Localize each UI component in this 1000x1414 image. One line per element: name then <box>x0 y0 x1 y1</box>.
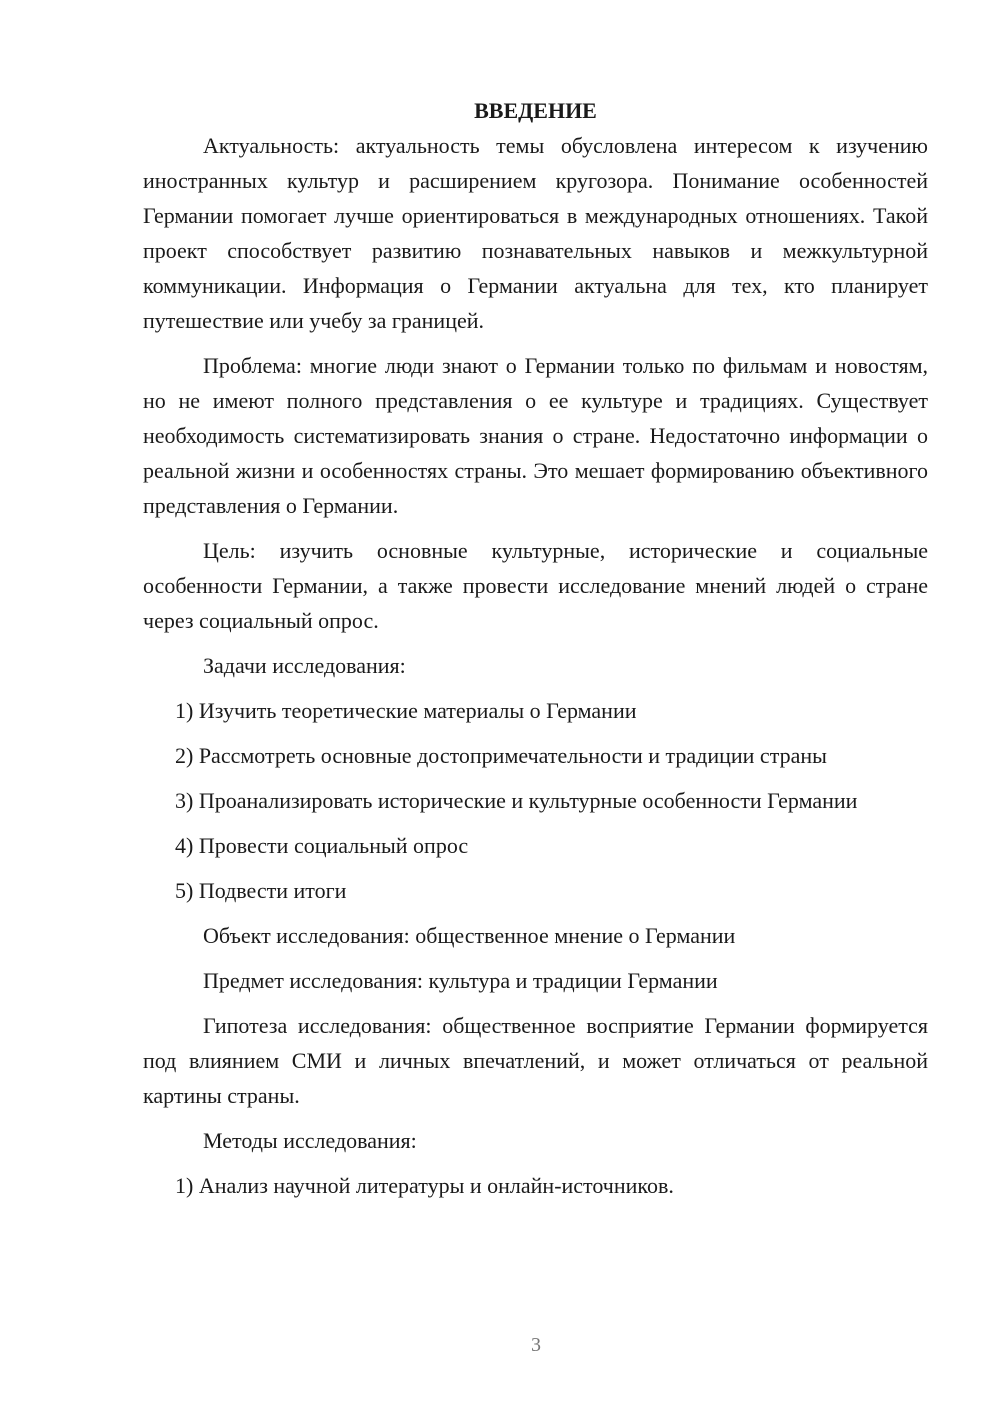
section-title: ВВЕДЕНИЕ <box>474 98 597 123</box>
subject-statement: Предмет исследования: культура и традиции Германии <box>203 968 718 993</box>
task-item: 3) Проанализировать исторические и культурные особенности Германии <box>175 788 858 813</box>
method-item: 1) Анализ научной литературы и онлайн-источников. <box>175 1173 674 1198</box>
task-item: 2) Рассмотреть основные достопримечательности и традиции страны <box>175 743 827 768</box>
object-statement: Объект исследования: общественное мнение о Германии <box>203 923 736 948</box>
task-item: 1) Изучить теоретические материалы о Германии <box>175 698 637 723</box>
methods-heading: Методы исследования: <box>203 1128 417 1153</box>
problem-paragraph: Проблема: многие люди знают о Германии только по фильмам и новостям, но не имеют полного представления о ее культуре и традициях. Существует необходимость систематизировать знания о стране. Недостаточно информации о реальной жизни и особенностях страны. Это мешает формированию объективного представления о Германии. <box>143 353 928 518</box>
goal-paragraph: Цель: изучить основные культурные, исторические и социальные особенности Германии, а также провести исследование мнений людей о стране через социальный опрос. <box>143 538 928 633</box>
tasks-heading: Задачи исследования: <box>203 653 406 678</box>
hypothesis-paragraph: Гипотеза исследования: общественное восприятие Германии формируется под влиянием СМИ и личных впечатлений, и может отличаться от реальной картины страны. <box>143 1013 928 1108</box>
relevance-paragraph: Актуальность: актуальность темы обусловлена интересом к изучению иностранных культур и расширением кругозора. Понимание особенностей Германии помогает лучше ориентироваться в международных отношениях. Такой проект способствует развитию познавательных навыков и межкультурной коммуникации. Информация о Германии актуальна для тех, кто планирует путешествие или учебу за границей. <box>143 133 928 333</box>
task-item: 5) Подвести итоги <box>175 878 347 903</box>
page-number: 3 <box>531 1334 541 1356</box>
task-item: 4) Провести социальный опрос <box>175 833 469 858</box>
document-page <box>143 94 928 1213</box>
